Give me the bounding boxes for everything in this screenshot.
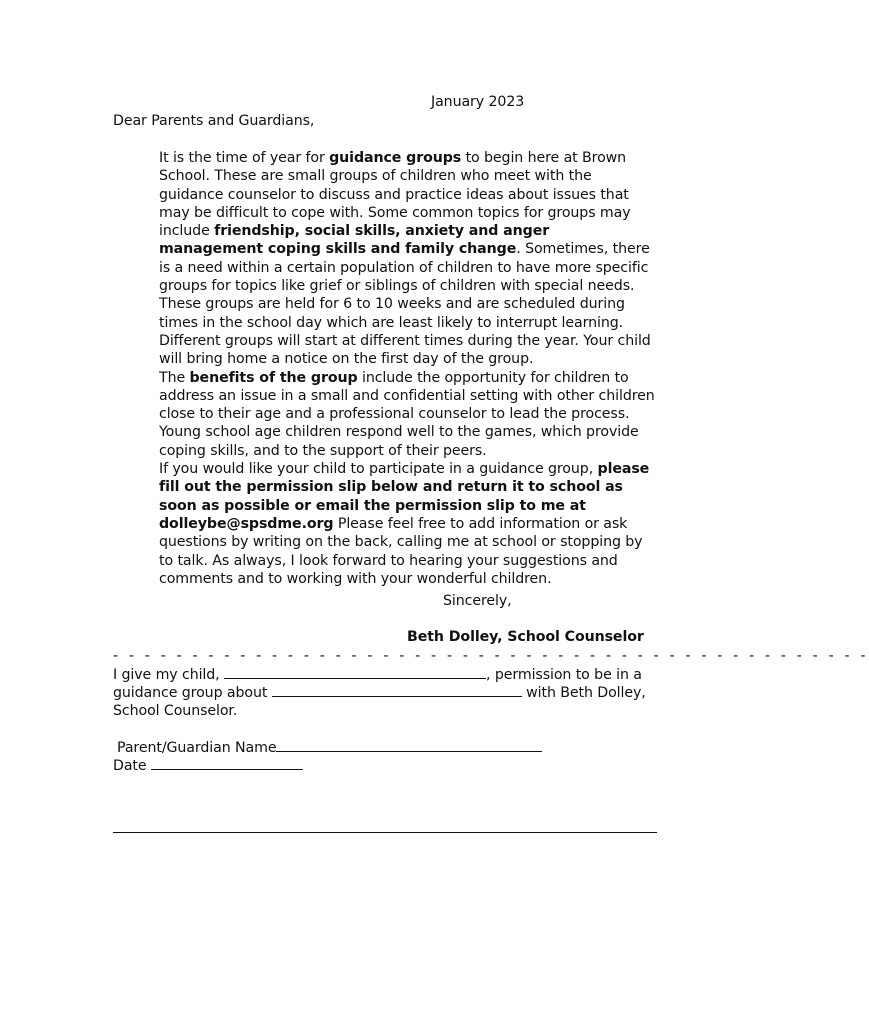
parent-name-row: [117, 739, 542, 757]
paragraph-intro: [113, 149, 658, 295]
parent-name-label: Parent/Guardian Name: [117, 740, 277, 756]
p3-bold-benefits: benefits of the group: [189, 369, 358, 386]
slip-line-2: [113, 684, 646, 702]
letter-date: January 2023: [431, 94, 525, 110]
p4-text-c: Please feel free to add information or ask questions by writing on the back, calling me at school or stopping by to talk. As always, I look forward to hearing your suggestions and comments and to working with your wonderful children.: [159, 515, 643, 587]
letter-body: [113, 149, 658, 588]
paragraph-benefits: [113, 369, 658, 460]
signature: Beth Dolley, School Counselor: [407, 629, 644, 645]
slip-permission-text: , permission to be in a: [486, 667, 642, 683]
salutation: Dear Parents and Guardians,: [113, 113, 315, 129]
slip-line-3: School Counselor.: [113, 703, 238, 719]
date-row: [113, 757, 303, 775]
slip-child-label: I give my child,: [113, 667, 225, 683]
p1-bold-topics: friendship, social skills, anxiety and anger management coping skills and family change: [159, 223, 550, 258]
p1-bold-guidance-groups: guidance groups: [329, 150, 462, 166]
p3-text-a: The: [159, 369, 190, 386]
cut-line: - - - - - - - - - - - - - - - - - - - - - - - - - - - - - - - - - - - - - - - - - - - - - - - -: [113, 648, 869, 664]
p1-text-d: . Sometimes, there is a need within a certain population of children to have more specific groups for topics like grief or siblings of children with special needs.: [159, 241, 650, 295]
p4-text-a: If you would like your child to participate in a guidance group,: [159, 461, 598, 478]
parent-name-blank[interactable]: [276, 739, 542, 752]
p3-text-c: include the opportunity for children to address an issue in a small and confidential setting with other children close to their age and a professional counselor to lead the process. Young school age children respond well to the games, which provide coping skills, and to the support of their peers.: [159, 369, 655, 459]
slip-topic-label: guidance group about: [113, 685, 272, 701]
topic-blank[interactable]: [272, 684, 522, 697]
child-name-blank[interactable]: [224, 666, 486, 679]
bottom-rule: [113, 832, 657, 833]
slip-line-1: [113, 666, 642, 684]
p1-text-a: It is the time of year for: [159, 150, 330, 166]
p1-text-c: to begin here at Brown School. These are small groups of children who meet with the guidance counselor to discuss and practice ideas about issues that may be difficult to cope with. Some common topics for groups may include: [159, 150, 631, 240]
closing: Sincerely,: [443, 593, 512, 609]
paragraph-schedule: These groups are held for 6 to 10 weeks and are scheduled during times in the school day which are least likely to interrupt learning. Different groups will start at different times during the year. Your child will bring home a notice on the first day of the group.: [159, 296, 651, 368]
p4-bold-instructions: please fill out the permission slip below and return it to school as soon as possible or email the permission slip to me at dolleybe@spsdme.org: [159, 461, 650, 532]
date-blank[interactable]: [151, 757, 303, 770]
slip-with-text: with Beth Dolley,: [521, 685, 646, 701]
paragraph-request: [113, 460, 658, 588]
date-label: Date: [113, 758, 151, 774]
